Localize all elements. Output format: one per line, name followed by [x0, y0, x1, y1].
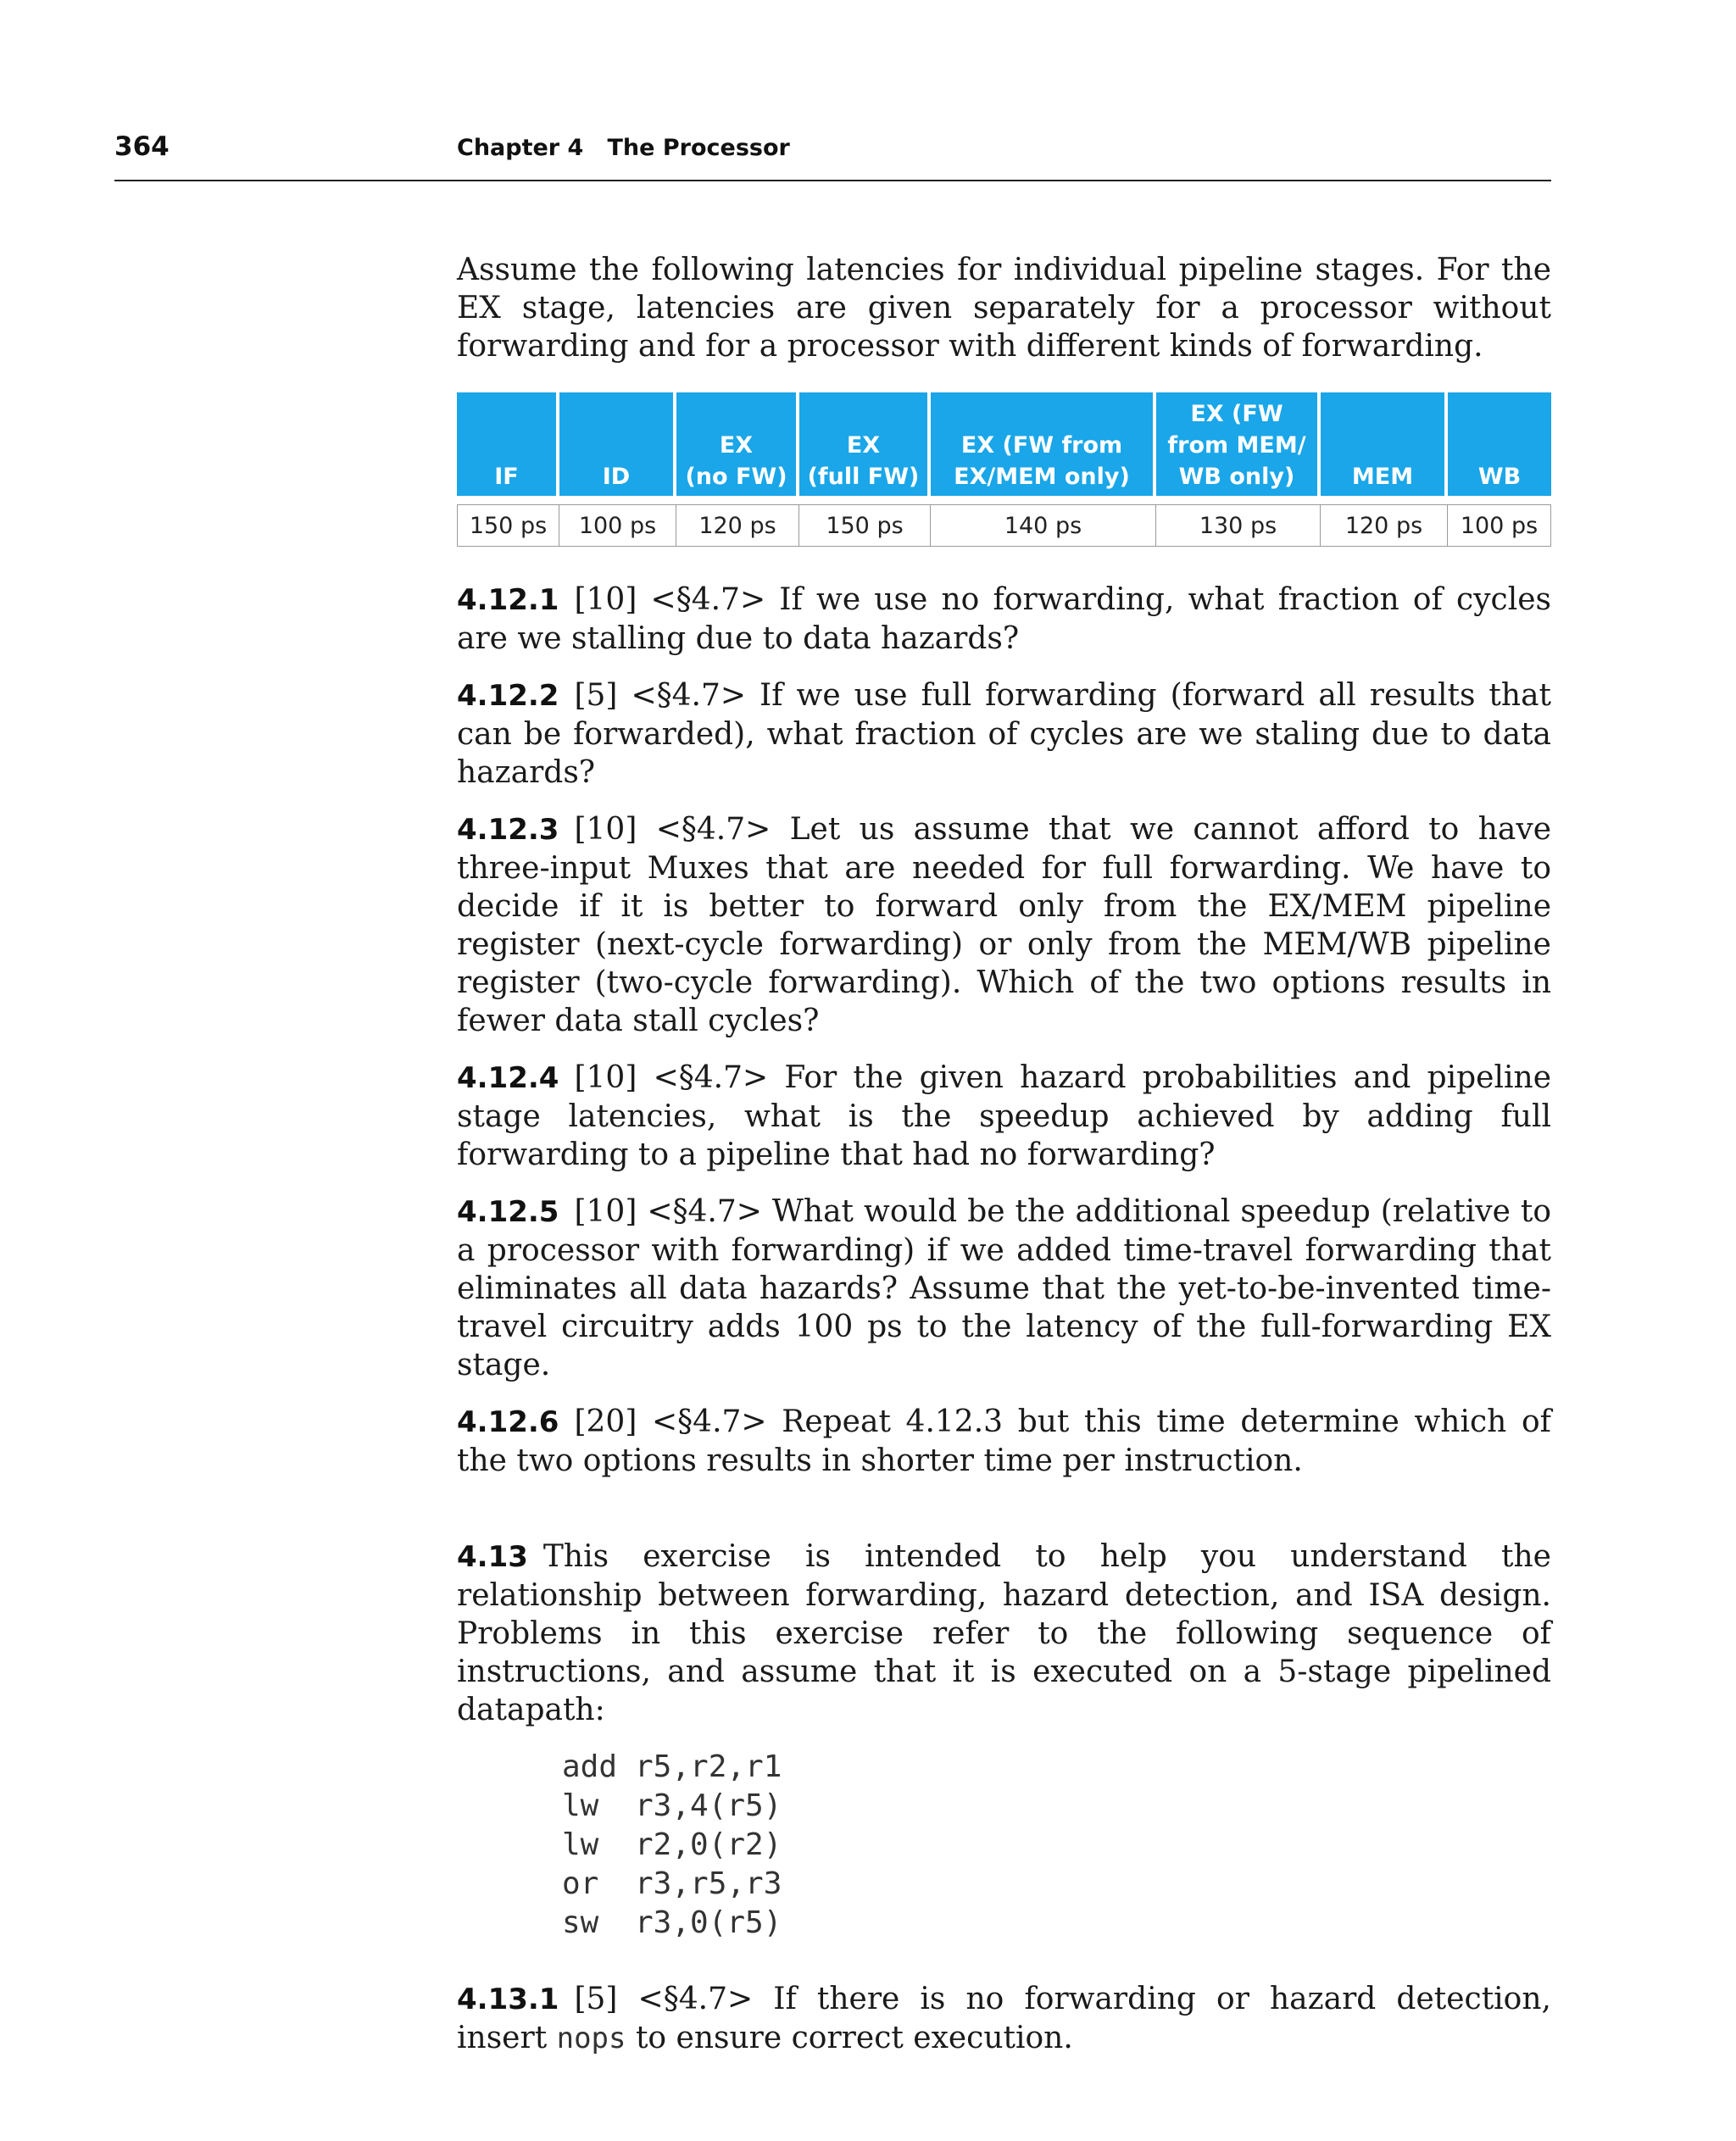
exercise-number: 4.12.5: [457, 1195, 559, 1229]
exercise-4-13-1: [457, 1980, 1551, 2058]
exercise-4-13: [457, 1538, 1551, 1729]
exercise-text: [5] <§4.7> If we use full forwarding (forward all results that can be forwarded), what fraction of cycles are we staling due to data hazards?: [457, 678, 1551, 790]
exercise-text: [10] <§4.7> For the given hazard probabilities and pipeline stage latencies, what is the speedup achieved by adding full forwarding to a pipeline that had no forwarding?: [457, 1060, 1551, 1172]
header-line: WB: [1477, 464, 1522, 490]
latency-value: 140 ps: [931, 504, 1156, 547]
code-line: [562, 1826, 1551, 1865]
column-header: [676, 392, 799, 496]
exercise-text: This exercise is intended to help you understand the relationship between forwarding, hazard detection, and ISA design. Problems in this exercise refer to the following sequence of instructions, and assume that it is executed on a 5-stage pipelined datapath:: [457, 1539, 1551, 1727]
column-header: [931, 392, 1156, 496]
latency-value: 150 ps: [799, 504, 931, 547]
exercise-number: 4.13.1: [457, 1983, 559, 2016]
latency-value: 150 ps: [457, 504, 559, 547]
column-header: [1448, 392, 1551, 496]
exercise-4-12-5: [457, 1193, 1551, 1384]
exercise-text: [10] <§4.7> What would be the additional speedup (relative to a processor with forwarding) if we added time-travel forwarding that eliminates all data hazards? Assume that the yet-to-be-invented time-travel circuitry adds 100 ps to the latency of the full-forwarding EX stage.: [457, 1194, 1551, 1382]
exercise-text-end: to ensure correct execution.: [626, 2021, 1073, 2055]
header-line: EX (FW: [1190, 401, 1283, 427]
header-line: EX (FW from: [960, 432, 1123, 459]
code-opcode: add: [562, 1749, 618, 1784]
code-opcode: lw: [562, 1827, 599, 1862]
code-opcode: sw: [562, 1905, 599, 1940]
header-line: IF: [494, 464, 519, 490]
header-line: (full FW): [807, 464, 920, 490]
header-line: EX/MEM only): [954, 464, 1130, 490]
intro-paragraph: Assume the following latencies for individual pipeline stages. For the EX stage, latencies are given separately for a processor without forwarding and for a processor with different kinds of forwarding.: [457, 253, 1551, 364]
code-line: [562, 1904, 1551, 1943]
exercise-number: 4.12.1: [457, 583, 559, 617]
exercise-4-12-4: [457, 1059, 1551, 1174]
latency-value: 120 ps: [676, 504, 799, 547]
header-line: (no FW): [685, 464, 787, 490]
exercise-number: 4.12.3: [457, 813, 559, 847]
header-line: EX: [846, 432, 881, 459]
exercise-4-12-1: [457, 581, 1551, 658]
code-listing: [562, 1748, 1551, 1943]
exercise-text: [5] <§4.7> If there is no forwarding or hazard detection, insert: [457, 1982, 1551, 2055]
header-line: ID: [602, 464, 631, 490]
exercise-list: [457, 581, 1551, 1480]
code-opcode: lw: [562, 1788, 599, 1823]
exercise-4-12-2: [457, 676, 1551, 792]
latency-value: 100 ps: [1448, 504, 1551, 547]
header-line: EX: [719, 432, 754, 459]
exercise-4-12-3: [457, 810, 1551, 1040]
code-word: nops: [556, 2021, 626, 2055]
page-body: [457, 251, 1551, 2058]
code-operands: r3,0(r5): [635, 1905, 782, 1940]
code-line: [562, 1748, 1551, 1787]
column-header: [1321, 392, 1448, 496]
code-opcode: or: [562, 1866, 599, 1901]
column-header: [799, 392, 931, 496]
code-operands: r3,4(r5): [635, 1788, 782, 1823]
latency-value: 100 ps: [559, 504, 676, 547]
code-line: [562, 1865, 1551, 1904]
exercise-number: 4.13: [457, 1540, 528, 1574]
page-number: 364: [114, 131, 170, 162]
exercise-text: [10] <§4.7> Let us assume that we cannot afford to have three-input Muxes that are needed for full forwarding. We have to decide if it is better to forward only from the EX/MEM pipeline register (next-cycle forwarding) or only from the MEM/WB pipeline register (two-cycle forwarding). Which of the two options results in fewer data stall cycles?: [457, 812, 1551, 1038]
exercise-number: 4.12.2: [457, 679, 559, 713]
exercise-text: [10] <§4.7> If we use no forwarding, what fraction of cycles are we stalling due to data hazards?: [457, 582, 1551, 656]
exercise-number: 4.12.6: [457, 1405, 559, 1439]
latency-value: 130 ps: [1156, 504, 1321, 547]
column-header: [457, 392, 559, 496]
latency-value-row: [457, 504, 1551, 547]
header-line: from MEM/: [1167, 432, 1306, 459]
header-rule: [114, 180, 1551, 181]
code-operands: r5,r2,r1: [635, 1749, 782, 1784]
code-line: [562, 1787, 1551, 1826]
latency-header-row: [457, 392, 1551, 496]
column-header: [1156, 392, 1321, 496]
latency-value: 120 ps: [1321, 504, 1448, 547]
running-head: Chapter 4 The Processor: [457, 135, 790, 161]
header-line: WB only): [1178, 464, 1295, 490]
latency-table: [457, 392, 1551, 547]
code-operands: r2,0(r2): [635, 1827, 782, 1862]
code-operands: r3,r5,r3: [635, 1866, 782, 1901]
header-line: MEM: [1351, 464, 1414, 490]
exercise-4-12-6: [457, 1403, 1551, 1480]
exercise-number: 4.12.4: [457, 1061, 559, 1095]
exercise-text: [20] <§4.7> Repeat 4.12.3 but this time determine which of the two options results in shorter time per instruction.: [457, 1404, 1551, 1478]
column-header: [559, 392, 676, 496]
